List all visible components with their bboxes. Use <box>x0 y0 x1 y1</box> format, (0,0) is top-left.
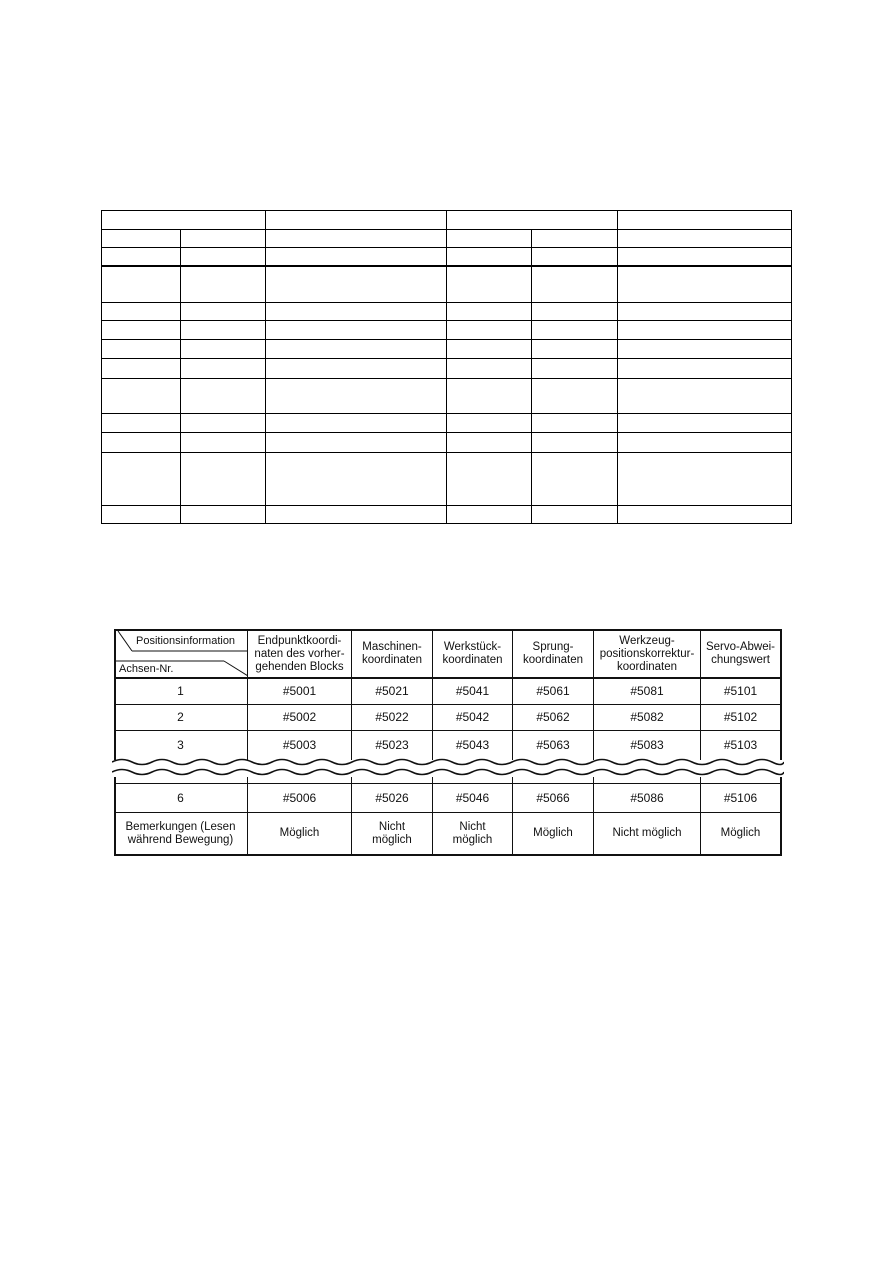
variable-cell: #5006 <box>282 790 317 805</box>
grid-col-divider <box>531 229 532 523</box>
variable-cell: #5063 <box>536 737 570 752</box>
grid-col-divider <box>265 211 266 523</box>
grid-col-divider <box>180 229 181 523</box>
table-col-rule <box>780 629 782 760</box>
column-header: Sprung- koordinaten <box>522 641 584 666</box>
corner-header-top: Positionsinformation <box>136 635 236 647</box>
table-col-rule <box>780 777 782 856</box>
corner-header-bottom: Achsen-Nr. <box>119 663 174 675</box>
variable-cell: #5022 <box>375 710 409 724</box>
variable-cell: #5043 <box>455 737 490 752</box>
remark-cell: Möglich <box>533 827 573 839</box>
column-header: Werkstück- koordinaten <box>442 641 503 666</box>
axis-number: 2 <box>177 710 184 724</box>
remark-cell: Nicht möglich <box>612 827 682 839</box>
variable-cell: #5042 <box>455 710 490 724</box>
remark-cell: Nicht möglich <box>452 820 493 846</box>
position-information-table <box>114 629 782 856</box>
variable-cell: #5062 <box>536 710 570 724</box>
variable-cell: #5021 <box>375 684 409 698</box>
variable-cell: #5003 <box>282 737 317 752</box>
variable-cell: #5101 <box>723 684 758 698</box>
variable-cell: #5103 <box>723 737 758 752</box>
variable-cell: #5082 <box>630 710 664 724</box>
column-header: Endpunktkoordi- naten des vorher- gehenden Blocks <box>254 634 345 673</box>
variable-cell: #5046 <box>455 790 490 805</box>
axis-number: 6 <box>177 790 184 805</box>
variable-cell: #5081 <box>630 684 664 698</box>
remark-cell: Möglich <box>279 827 320 839</box>
variable-cell: #5061 <box>536 684 570 698</box>
grid-col-divider <box>617 211 618 523</box>
variable-cell: #5083 <box>630 737 664 752</box>
variable-cell: #5026 <box>375 790 409 805</box>
column-header: Servo-Abwei- chungswert <box>705 641 776 666</box>
empty-grid-table <box>101 210 792 524</box>
variable-cell: #5001 <box>282 684 317 698</box>
variable-cell: #5066 <box>536 790 570 805</box>
variable-cell: #5002 <box>282 710 317 724</box>
variable-cell: #5106 <box>723 790 758 805</box>
remarks-label: Bemerkungen (Lesen während Bewegung) <box>125 820 236 846</box>
grid-col-divider <box>446 211 447 523</box>
column-header: Maschinen- koordinaten <box>361 641 423 666</box>
remark-cell: Nicht möglich <box>372 820 412 846</box>
variable-cell: #5086 <box>630 790 664 805</box>
axis-number: 3 <box>177 737 184 752</box>
break-wave-lines <box>112 756 784 778</box>
remark-cell: Möglich <box>720 827 761 839</box>
axis-number: 1 <box>177 684 184 698</box>
table-border <box>114 854 782 856</box>
variable-cell: #5023 <box>375 737 409 752</box>
variable-cell: #5102 <box>723 710 758 724</box>
variable-cell: #5041 <box>455 684 490 698</box>
column-header: Werkzeug- positionskorrektur- koordinaten <box>599 634 695 673</box>
